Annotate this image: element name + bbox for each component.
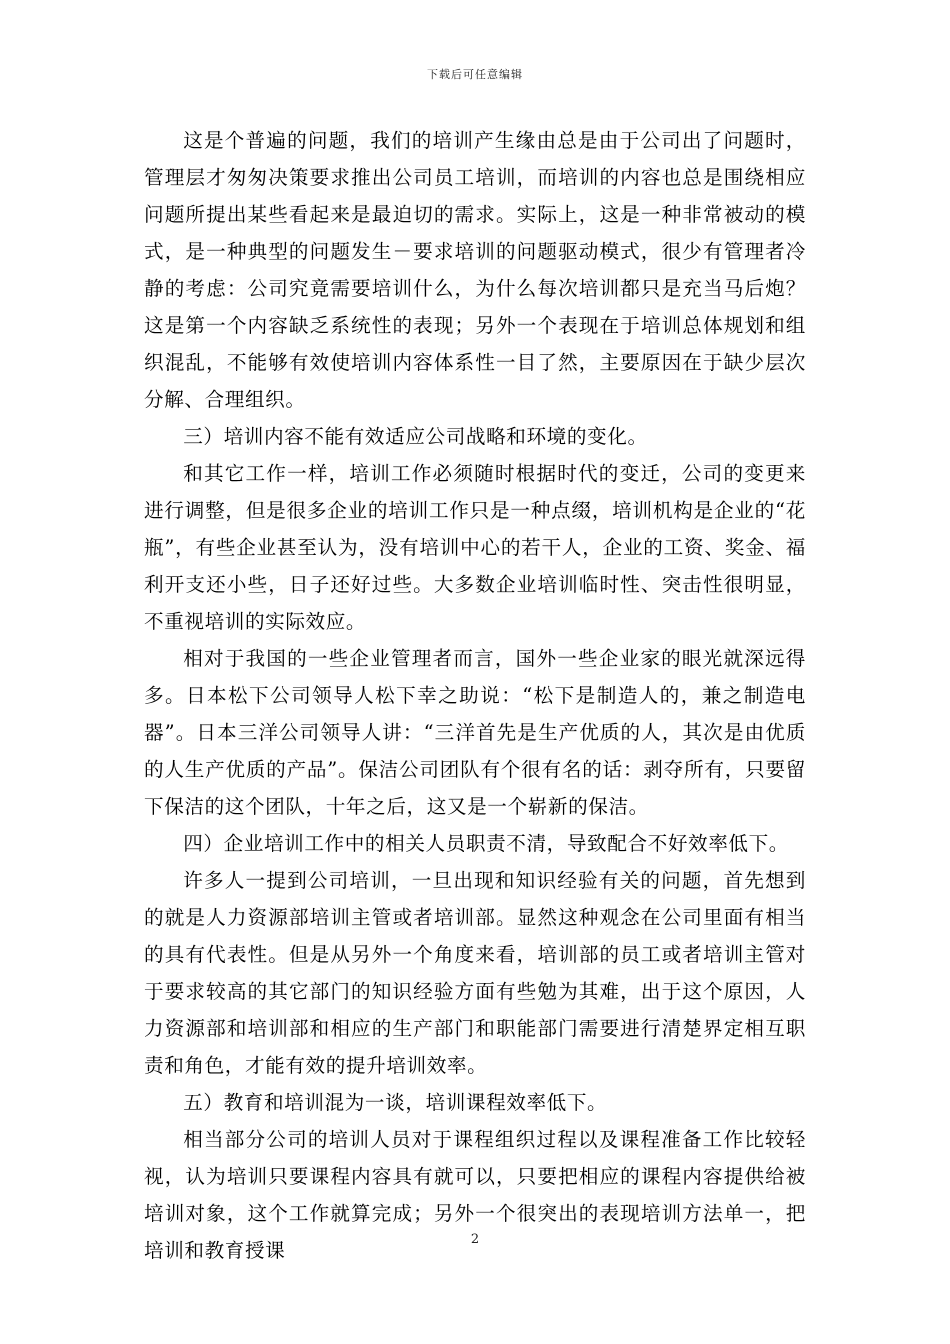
paragraph: 相当部分公司的培训人员对于课程组织过程以及课程准备工作比较轻视，认为培训只要课程内容具有就可以，只要把相应的课程内容提供给被培训对象，这个工作就算完成；另外一个很突出的表现培训方法单一，把培训和教育授课 <box>144 1128 806 1262</box>
paragraph: 相对于我国的一些企业管理者而言，国外一些企业家的眼光就深远得多。日本松下公司领导人松下幸之助说：“松下是制造人的，兼之制造电器”。日本三洋公司领导人讲：“三洋首先是生产优质的人，其次是由优质的人生产优质的产品”。保洁公司团队有个很有名的话：剥夺所有，只要留下保洁的这个团队，十年之后，这又是一个崭新的保洁。 <box>144 647 806 818</box>
document-body <box>144 122 806 1269</box>
section-heading: 三）培训内容不能有效适应公司战略和环境的变化。 <box>183 425 648 448</box>
paragraph: 这是个普遍的问题，我们的培训产生缘由总是由于公司出了问题时，管理层才匆匆决策要求推出公司员工培训，而培训的内容也总是围绕相应问题所提出某些看起来是最迫切的需求。实际上，这是一种非常被动的模式，是一种典型的问题发生－要求培训的问题驱动模式，很少有管理者冷静的考虑：公司究竟需要培训什么，为什么每次培训都只是充当马后炮？这是第一个内容缺乏系统性的表现；另外一个表现在于培训总体规划和组织混乱，不能够有效使培训内容体系性一目了然，主要原因在于缺少层次分解、合理组织。 <box>144 129 806 411</box>
page-header: 下载后可任意编辑 <box>427 68 523 81</box>
section-heading: 四）企业培训工作中的相关人员职责不清，导致配合不好效率低下。 <box>183 832 789 855</box>
paragraph: 和其它工作一样，培训工作必须随时根据时代的变迁，公司的变更来进行调整，但是很多企业的培训工作只是一种点缀，培训机构是企业的“花瓶”，有些企业甚至认为，没有培训中心的若干人，企业的工资、奖金、福利开支还小些，日子还好过些。大多数企业培训临时性、突击性很明显，不重视培训的实际效应。 <box>144 462 806 633</box>
page-number: 2 <box>470 1232 480 1247</box>
section-heading: 五）教育和培训混为一谈，培训课程效率低下。 <box>183 1091 608 1114</box>
paragraph: 许多人一提到公司培训，一旦出现和知识经验有关的问题，首先想到的就是人力资源部培训主管或者培训部。显然这种观念在公司里面有相当的具有代表性。但是从另外一个角度来看，培训部的员工或者培训主管对于要求较高的其它部门的知识经验方面有些勉为其难，出于这个原因，人力资源部和培训部和相应的生产部门和职能部门需要进行清楚界定相互职责和角色，才能有效的提升培训效率。 <box>144 869 806 1077</box>
